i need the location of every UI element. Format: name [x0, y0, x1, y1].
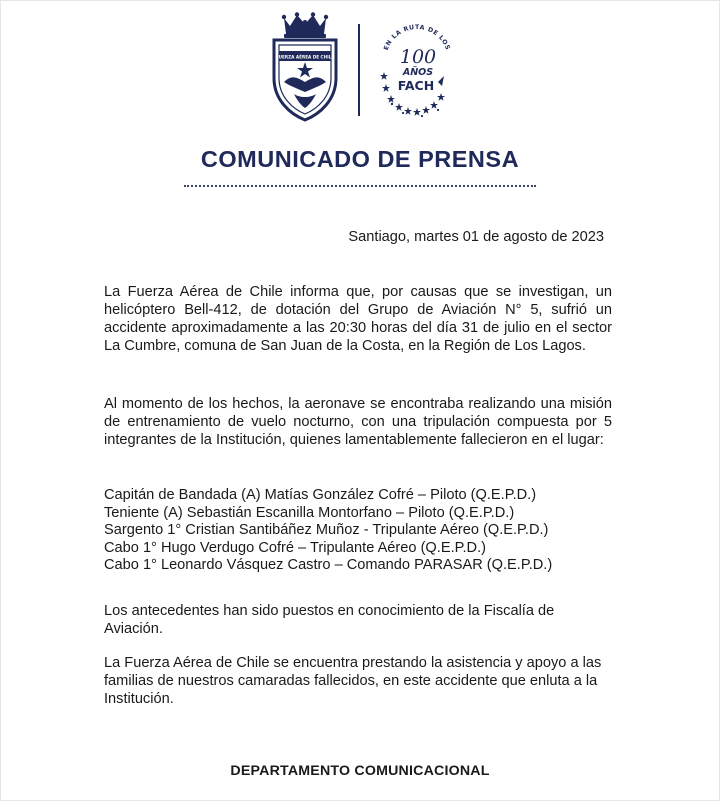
paragraph-announcement: La Fuerza Aérea de Chile informa que, por causas que se investigan, un helicóptero Bell-412, de dotación del Grupo de Aviación N° 5, sufrió un accidente aproximadamente a las 20:30 horas del día 31 de julio en el sector La Cumbre, comuna de San Juan de la Costa, en la Región de Los Lagos. [104, 284, 612, 354]
paragraph-prosecutor: Los antecedentes han sido puestos en conocimiento de la Fiscalía de Aviación. [104, 603, 555, 637]
anniv-brand: FACH [397, 78, 435, 93]
paragraph-support: La Fuerza Aérea de Chile se encuentra prestando la asistencia y apoyo a las familias de nuestros camaradas fallecidos, en este accidente que enluta a la Institución. [104, 655, 602, 707]
header-logos [0, 8, 720, 120]
anniv-word: AÑOS [402, 67, 434, 78]
logo-divider [358, 24, 360, 116]
flight-streak-icon [438, 76, 444, 86]
list-item: Cabo 1° Hugo Verdugo Cofré – Tripulante Aéreo (Q.E.P.D.) [104, 539, 486, 556]
fach-shield-logo [270, 12, 340, 124]
paragraph-mission: Al momento de los hechos, la aeronave se encontraba realizando una misión de entrenamiento de vuelo nocturno, con una tripulación compuesta por 5 integrantes de la Institución, quienes lamentablemente fallecieron en el lugar: [104, 396, 612, 448]
page-title: COMUNICADO DE PRENSA [200, 146, 520, 172]
shield-banner-text: FUERZA AÉREA DE CHILE [275, 54, 335, 60]
anniv-arc-text: EN LA RUTA DE LOS [382, 23, 452, 52]
crew-list [104, 487, 624, 575]
list-item: Sargento 1° Cristian Santibáñez Muñoz - Tripulante Aéreo (Q.E.P.D.) [104, 522, 549, 538]
list-item: Capitán de Bandada (A) Matías González Cofré – Piloto (Q.E.P.D.) [104, 487, 537, 503]
dateline: Santiago, martes 01 de agosto de 2023 [348, 229, 604, 245]
list-item: Cabo 1° Leonardo Vásquez Castro – Comando PARASAR (Q.E.P.D.) [104, 557, 553, 573]
dotted-divider [184, 185, 536, 187]
list-item: Teniente (A) Sebastián Escanilla Montorfano – Piloto (Q.E.P.D.) [104, 504, 515, 521]
fach-100-years-logo [372, 20, 462, 120]
signature-department: DEPARTAMENTO COMUNICACIONAL [230, 763, 490, 779]
anniv-number: 100 [399, 46, 437, 68]
